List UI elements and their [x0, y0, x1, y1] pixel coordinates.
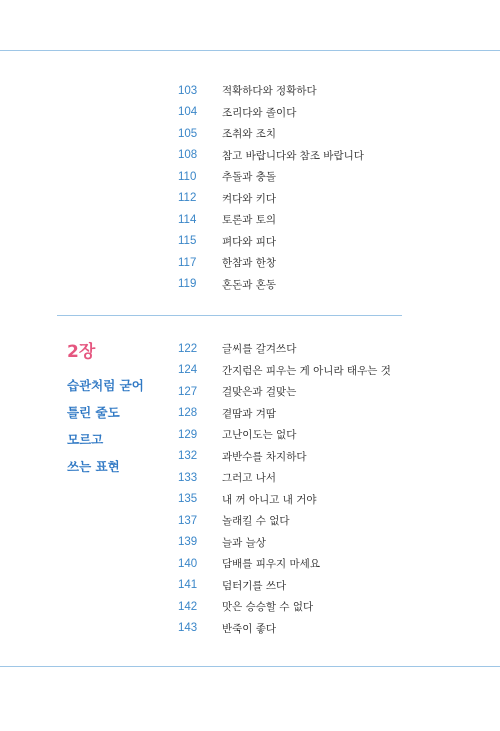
toc-entry-title: 조취와 조치 [222, 128, 277, 141]
toc-page-number: 104 [178, 106, 198, 119]
toc-entry-title: 펴다와 피다 [222, 235, 277, 248]
toc-entry[interactable] [178, 532, 391, 554]
toc-entry[interactable] [178, 102, 364, 124]
toc-entry[interactable] [178, 166, 364, 188]
toc-page-number: 119 [178, 278, 197, 291]
toc-page-number: 105 [178, 127, 198, 140]
toc-entry[interactable] [178, 618, 391, 640]
toc-entry-title: 추돌과 충돌 [222, 171, 277, 184]
toc-entry-title: 그러고 나서 [222, 472, 277, 485]
toc-page-number: 132 [178, 450, 198, 463]
toc-entry[interactable] [178, 145, 364, 167]
toc-page-number: 114 [178, 213, 197, 226]
toc-entry[interactable] [178, 467, 391, 489]
toc-entry-title: 참고 바랍니다와 참조 바랍니다 [222, 149, 364, 162]
toc-entry-title: 걸맞은과 걸맞는 [222, 386, 297, 399]
toc-entry-title: 간지럼은 피우는 게 아니라 태우는 것 [222, 364, 391, 377]
bottom-rule [0, 666, 500, 667]
toc-page-number: 110 [178, 170, 197, 183]
toc-page-number: 108 [178, 149, 198, 162]
toc-entry-title: 켜다와 키다 [222, 192, 277, 205]
toc-entry[interactable] [178, 575, 391, 597]
toc-entry-title: 곁땀과 겨땀 [222, 407, 277, 420]
toc-entry-title: 늘과 늘상 [222, 536, 266, 549]
toc-entry[interactable] [178, 381, 391, 403]
toc-page-number: 135 [178, 493, 198, 506]
toc-entry-title: 반죽이 좋다 [222, 622, 277, 635]
toc-entry[interactable] [178, 446, 391, 468]
toc-entry-title: 놀래킬 수 없다 [222, 515, 290, 528]
toc-page-number: 137 [178, 514, 198, 527]
toc-page-number: 127 [178, 385, 198, 398]
chapter-title-line: 쓰는 표현 [67, 459, 120, 474]
toc-entry-title: 토론과 토의 [222, 214, 277, 227]
toc-entry[interactable] [178, 123, 364, 145]
chapter-number: 2장 [67, 342, 96, 362]
toc-entry[interactable] [178, 274, 364, 296]
toc-list-chapter-2 [178, 338, 391, 639]
toc-page-number: 117 [178, 256, 197, 269]
chapter-title-line: 모르고 [67, 432, 104, 447]
toc-page-number: 142 [178, 600, 198, 613]
toc-page-number: 112 [178, 192, 197, 205]
toc-page-number: 128 [178, 407, 198, 420]
toc-page-number: 129 [178, 428, 198, 441]
section-divider [57, 315, 402, 316]
toc-entry-title: 담배를 피우지 마세요 [222, 558, 320, 571]
toc-page-number: 143 [178, 622, 198, 635]
toc-entry-title: 내 꺼 아니고 내 거야 [222, 493, 317, 506]
toc-entry[interactable] [178, 510, 391, 532]
chapter-title [67, 372, 144, 480]
toc-entry[interactable] [178, 80, 364, 102]
toc-page-number: 115 [178, 235, 197, 248]
toc-entry[interactable] [178, 360, 391, 382]
toc-page-number: 139 [178, 536, 198, 549]
toc-entry[interactable] [178, 596, 391, 618]
toc-entry-title: 한참과 한창 [222, 257, 277, 270]
top-rule [0, 50, 500, 51]
toc-page-number: 141 [178, 579, 198, 592]
toc-list-section-1 [178, 80, 364, 295]
toc-page-number: 122 [178, 342, 198, 355]
chapter-title-line: 틀린 줄도 [67, 405, 120, 420]
toc-entry[interactable] [178, 231, 364, 253]
toc-page-number: 133 [178, 471, 198, 484]
toc-page-number: 103 [178, 84, 198, 97]
toc-entry-title: 맛은 승승할 수 없다 [222, 601, 314, 614]
toc-entry[interactable] [178, 209, 364, 231]
toc-entry-title: 덤터기를 쓰다 [222, 579, 287, 592]
toc-entry-title: 조리다와 졸이다 [222, 106, 297, 119]
toc-entry-title: 과반수를 차지하다 [222, 450, 307, 463]
chapter-title-line: 습관처럼 굳어 [67, 378, 144, 393]
toc-entry-title: 혼돈과 혼동 [222, 278, 277, 291]
toc-entry[interactable] [178, 252, 364, 274]
toc-entry-title: 적확하다와 정확하다 [222, 85, 317, 98]
toc-entry[interactable] [178, 553, 391, 575]
toc-entry-title: 글씨를 갈겨쓰다 [222, 343, 297, 356]
toc-entry[interactable] [178, 403, 391, 425]
toc-page-number: 140 [178, 557, 198, 570]
toc-entry[interactable] [178, 338, 391, 360]
toc-page-number: 124 [178, 364, 198, 377]
toc-entry[interactable] [178, 424, 391, 446]
toc-entry[interactable] [178, 188, 364, 210]
toc-entry[interactable] [178, 489, 391, 511]
toc-entry-title: 고난이도는 없다 [222, 429, 297, 442]
